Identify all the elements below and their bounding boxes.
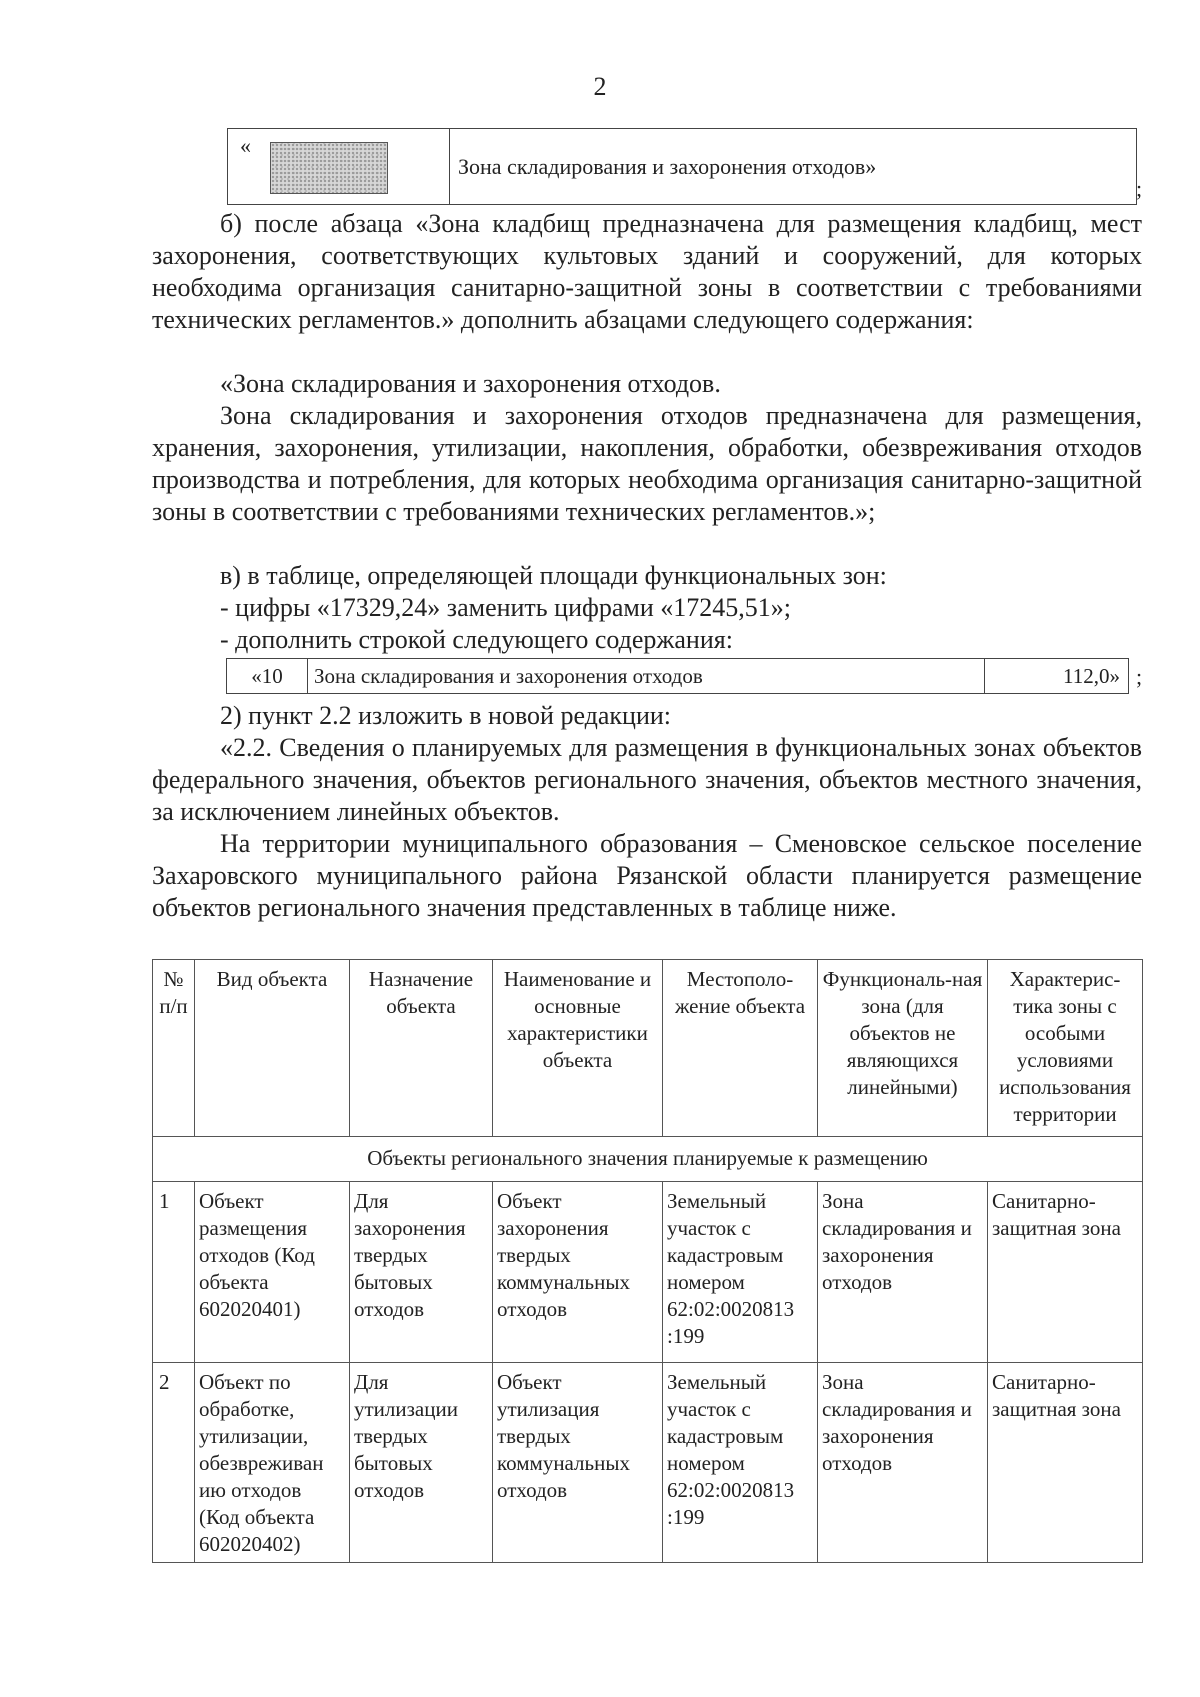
cell-name: Объект захоронения твердых коммунальных отходов [493, 1182, 663, 1363]
cell-zone: Зона складирования и захоронения отходов [818, 1182, 988, 1363]
cell-zone: Зона складирования и захоронения отходов [818, 1363, 988, 1563]
legend-table [227, 128, 1137, 205]
cell-location: Земельный участок с кадастровым номером 62:02:0020813 :199 [663, 1363, 818, 1563]
cell-purpose: Для захоронения твердых бытовых отходов [350, 1182, 493, 1363]
cell-purpose: Для утилизации твердых бытовых отходов [350, 1363, 493, 1563]
header-purpose: Назначение объекта [350, 960, 493, 1137]
header-location: Местополо-жение объекта [663, 960, 818, 1137]
paragraph-2: 2) пункт 2.2 изложить в новой редакции: [220, 701, 672, 730]
table-group-row [153, 1137, 1143, 1182]
legend-symbol-cell [228, 129, 450, 204]
zone-title: «Зона складирования и захоронения отходов. [220, 369, 721, 398]
group-label: Объекты регионального значения планируемые к размещению [153, 1137, 1143, 1182]
cell-type: Объект по обработке, утилизации, обезвреживан ию отходов (Код объекта 602020402) [195, 1363, 350, 1563]
table-header-row [153, 960, 1143, 1137]
cell-type: Объект размещения отходов (Код объекта 602020401) [195, 1182, 350, 1363]
added-row-area: 112,0» [1063, 663, 1120, 688]
added-row-semicolon: ; [1136, 664, 1143, 689]
added-row-number: «10 [227, 659, 308, 693]
cell-special: Санитарно-защитная зона [988, 1363, 1143, 1563]
added-row-table [226, 658, 1129, 694]
paragraph-v: в) в таблице, определяющей площади функциональных зон: [220, 561, 887, 590]
header-name: Наименование и основные характеристики объекта [493, 960, 663, 1137]
cell-num: 1 [153, 1182, 195, 1363]
paragraph-b: б) после абзаца «Зона кладбищ предназначена для размещения кладбищ, мест захоронения, соответствующих культовых зданий и сооружений, для которых необходима организация санитарно-защитной зоны в соответствии с требованиями технических регламентов.» дополнить абзацами следующего содержания: [152, 209, 1142, 334]
paragraph-v1: - цифры «17329,24» заменить цифрами «17245,51»; [220, 593, 791, 622]
cell-name: Объект утилизация твердых коммунальных отходов [493, 1363, 663, 1563]
legend-label: Зона складирования и захоронения отходов» [458, 153, 877, 179]
added-row-name: Зона складирования и захоронения отходов [308, 659, 985, 693]
page-number: 2 [593, 72, 607, 101]
cell-num: 2 [153, 1363, 195, 1563]
paragraph-v2: - дополнить строкой следующего содержания: [220, 625, 733, 654]
legend-semicolon: ; [1136, 176, 1143, 201]
legend-open-quote: « [240, 133, 251, 158]
header-special: Характерис-тика зоны с особыми условиями использования территории [988, 960, 1143, 1137]
zone-hatch-swatch-icon [270, 142, 388, 194]
table-row [153, 1182, 1143, 1363]
header-num: № п/п [153, 960, 195, 1137]
header-zone: Функциональ-ная зона (для объектов не являющихся линейными) [818, 960, 988, 1137]
cell-location: Земельный участок с кадастровым номером 62:02:0020813 :199 [663, 1182, 818, 1363]
paragraph-2-2: «2.2. Сведения о планируемых для размещения в функциональных зонах объектов федерального значения, объектов регионального значения, объектов местного значения, за исключением линейных объектов. [152, 733, 1142, 826]
zone-description: Зона складирования и захоронения отходов предназначена для размещения, хранения, захоронения, утилизации, накопления, обработки, обезвреживания отходов производства и потребления, для которых необходима организация санитарно-защитной зоны в соответствии с требованиями технических регламентов.»; [152, 401, 1142, 526]
objects-table [152, 959, 1143, 1563]
header-type: Вид объекта [195, 960, 350, 1137]
cell-special: Санитарно-защитная зона [988, 1182, 1143, 1363]
paragraph-territory: На территории муниципального образования – Сменовское сельское поселение Захаровского муниципального района Рязанской области планируется размещение объектов регионального значения представленных в таблице ниже. [152, 829, 1142, 922]
table-row [153, 1363, 1143, 1563]
